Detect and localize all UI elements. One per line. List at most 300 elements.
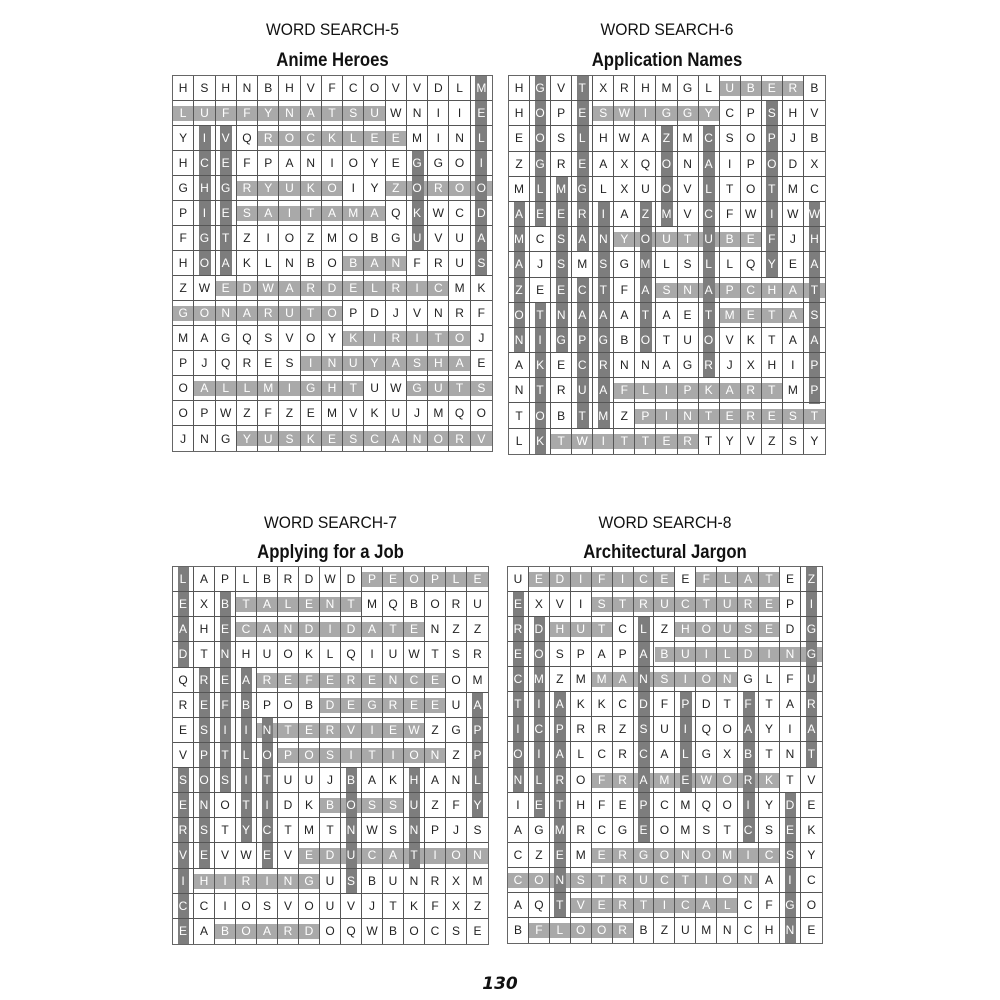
letter-cell[interactable]: I: [783, 353, 804, 378]
letter-cell[interactable]: L: [550, 918, 571, 943]
letter-cell[interactable]: D: [173, 642, 194, 667]
letter-cell[interactable]: E: [509, 126, 530, 151]
letter-cell[interactable]: M: [635, 252, 656, 277]
letter-cell[interactable]: Z: [425, 793, 446, 818]
letter-cell[interactable]: T: [236, 592, 257, 617]
letter-cell[interactable]: T: [759, 742, 780, 767]
letter-cell[interactable]: E: [467, 567, 488, 592]
letter-cell[interactable]: B: [258, 76, 279, 101]
letter-cell[interactable]: Z: [237, 401, 258, 426]
letter-cell[interactable]: Y: [759, 717, 780, 742]
letter-cell[interactable]: M: [783, 177, 804, 202]
letter-cell[interactable]: D: [341, 567, 362, 592]
letter-cell[interactable]: W: [572, 429, 593, 454]
letter-cell[interactable]: F: [654, 692, 675, 717]
letter-cell[interactable]: O: [299, 894, 320, 919]
letter-cell[interactable]: U: [194, 101, 215, 126]
letter-cell[interactable]: P: [572, 328, 593, 353]
letter-cell[interactable]: D: [550, 567, 571, 592]
letter-cell[interactable]: P: [720, 278, 741, 303]
letter-cell[interactable]: W: [362, 818, 383, 843]
letter-cell[interactable]: A: [593, 152, 614, 177]
letter-cell[interactable]: O: [278, 642, 299, 667]
letter-cell[interactable]: U: [341, 843, 362, 868]
letter-cell[interactable]: A: [804, 328, 825, 353]
letter-cell[interactable]: M: [593, 403, 614, 428]
letter-cell[interactable]: L: [675, 742, 696, 767]
letter-cell[interactable]: P: [804, 378, 825, 403]
letter-cell[interactable]: O: [635, 328, 656, 353]
letter-cell[interactable]: T: [678, 227, 699, 252]
letter-cell[interactable]: D: [322, 276, 343, 301]
letter-cell[interactable]: N: [717, 918, 738, 943]
letter-cell[interactable]: I: [407, 326, 428, 351]
letter-cell[interactable]: V: [407, 301, 428, 326]
letter-cell[interactable]: E: [258, 351, 279, 376]
letter-cell[interactable]: N: [675, 843, 696, 868]
letter-cell[interactable]: T: [509, 403, 530, 428]
letter-cell[interactable]: C: [194, 151, 215, 176]
letter-cell[interactable]: W: [216, 401, 237, 426]
letter-cell[interactable]: W: [386, 376, 407, 401]
letter-cell[interactable]: U: [656, 227, 677, 252]
letter-cell[interactable]: F: [215, 693, 236, 718]
letter-cell[interactable]: Z: [301, 226, 322, 251]
letter-cell[interactable]: B: [634, 918, 655, 943]
letter-cell[interactable]: M: [783, 378, 804, 403]
letter-cell[interactable]: E: [530, 278, 551, 303]
letter-cell[interactable]: S: [634, 717, 655, 742]
letter-cell[interactable]: E: [551, 278, 572, 303]
letter-cell[interactable]: N: [467, 843, 488, 868]
letter-cell[interactable]: N: [717, 667, 738, 692]
letter-cell[interactable]: E: [762, 403, 783, 428]
letter-cell[interactable]: E: [613, 793, 634, 818]
letter-cell[interactable]: E: [173, 793, 194, 818]
letter-cell[interactable]: T: [634, 893, 655, 918]
letter-cell[interactable]: S: [780, 843, 801, 868]
letter-cell[interactable]: G: [678, 76, 699, 101]
letter-cell[interactable]: V: [343, 401, 364, 426]
letter-cell[interactable]: A: [364, 251, 385, 276]
letter-cell[interactable]: E: [215, 668, 236, 693]
letter-cell[interactable]: E: [257, 843, 278, 868]
letter-cell[interactable]: O: [741, 177, 762, 202]
letter-cell[interactable]: A: [362, 768, 383, 793]
letter-cell[interactable]: F: [237, 101, 258, 126]
letter-cell[interactable]: P: [343, 301, 364, 326]
letter-cell[interactable]: G: [678, 101, 699, 126]
letter-cell[interactable]: A: [173, 617, 194, 642]
letter-cell[interactable]: M: [656, 202, 677, 227]
letter-cell[interactable]: I: [738, 793, 759, 818]
letter-cell[interactable]: L: [173, 567, 194, 592]
letter-cell[interactable]: P: [762, 126, 783, 151]
letter-cell[interactable]: E: [508, 592, 529, 617]
letter-cell[interactable]: T: [699, 303, 720, 328]
letter-cell[interactable]: P: [551, 101, 572, 126]
letter-cell[interactable]: O: [508, 742, 529, 767]
letter-cell[interactable]: T: [383, 617, 404, 642]
letter-cell[interactable]: A: [364, 201, 385, 226]
letter-cell[interactable]: A: [613, 667, 634, 692]
letter-cell[interactable]: G: [173, 176, 194, 201]
letter-cell[interactable]: T: [301, 301, 322, 326]
letter-cell[interactable]: K: [571, 692, 592, 717]
letter-cell[interactable]: R: [386, 276, 407, 301]
letter-cell[interactable]: B: [383, 919, 404, 944]
letter-cell[interactable]: F: [592, 793, 613, 818]
letter-cell[interactable]: I: [173, 869, 194, 894]
letter-cell[interactable]: A: [720, 378, 741, 403]
letter-cell[interactable]: W: [614, 101, 635, 126]
letter-cell[interactable]: Z: [173, 276, 194, 301]
letter-cell[interactable]: G: [593, 328, 614, 353]
letter-cell[interactable]: I: [613, 567, 634, 592]
letter-cell[interactable]: H: [322, 376, 343, 401]
letter-cell[interactable]: Q: [341, 642, 362, 667]
letter-cell[interactable]: Q: [696, 717, 717, 742]
letter-cell[interactable]: N: [383, 668, 404, 693]
letter-cell[interactable]: Y: [364, 351, 385, 376]
letter-cell[interactable]: S: [471, 251, 492, 276]
letter-cell[interactable]: O: [571, 768, 592, 793]
letter-cell[interactable]: V: [550, 592, 571, 617]
letter-cell[interactable]: E: [215, 617, 236, 642]
letter-cell[interactable]: V: [678, 202, 699, 227]
letter-cell[interactable]: W: [428, 201, 449, 226]
letter-cell[interactable]: R: [194, 668, 215, 693]
letter-cell[interactable]: I: [322, 151, 343, 176]
letter-cell[interactable]: Z: [635, 202, 656, 227]
letter-cell[interactable]: U: [449, 251, 470, 276]
letter-cell[interactable]: O: [404, 567, 425, 592]
letter-cell[interactable]: R: [258, 126, 279, 151]
letter-cell[interactable]: H: [216, 76, 237, 101]
letter-cell[interactable]: C: [613, 617, 634, 642]
letter-cell[interactable]: O: [717, 793, 738, 818]
letter-cell[interactable]: I: [529, 692, 550, 717]
letter-cell[interactable]: I: [529, 742, 550, 767]
letter-cell[interactable]: A: [634, 768, 655, 793]
letter-cell[interactable]: C: [530, 227, 551, 252]
letter-cell[interactable]: U: [654, 592, 675, 617]
letter-cell[interactable]: L: [446, 567, 467, 592]
letter-cell[interactable]: D: [320, 693, 341, 718]
letter-cell[interactable]: O: [801, 893, 822, 918]
letter-cell[interactable]: A: [322, 201, 343, 226]
letter-cell[interactable]: Y: [236, 818, 257, 843]
letter-cell[interactable]: O: [407, 176, 428, 201]
letter-cell[interactable]: Q: [696, 793, 717, 818]
letter-cell[interactable]: A: [738, 567, 759, 592]
letter-cell[interactable]: N: [404, 869, 425, 894]
letter-cell[interactable]: E: [720, 403, 741, 428]
letter-cell[interactable]: B: [741, 76, 762, 101]
letter-cell[interactable]: V: [173, 843, 194, 868]
letter-cell[interactable]: N: [509, 378, 530, 403]
letter-cell[interactable]: N: [678, 278, 699, 303]
letter-cell[interactable]: P: [194, 401, 215, 426]
letter-cell[interactable]: C: [592, 742, 613, 767]
letter-cell[interactable]: A: [467, 693, 488, 718]
letter-cell[interactable]: E: [386, 151, 407, 176]
letter-cell[interactable]: M: [675, 818, 696, 843]
letter-cell[interactable]: O: [301, 326, 322, 351]
letter-cell[interactable]: Y: [467, 793, 488, 818]
letter-cell[interactable]: F: [762, 227, 783, 252]
letter-cell[interactable]: J: [783, 126, 804, 151]
letter-cell[interactable]: E: [572, 101, 593, 126]
letter-cell[interactable]: E: [386, 126, 407, 151]
letter-cell[interactable]: U: [407, 226, 428, 251]
letter-cell[interactable]: T: [425, 642, 446, 667]
letter-cell[interactable]: Y: [801, 843, 822, 868]
letter-cell[interactable]: V: [279, 326, 300, 351]
letter-cell[interactable]: O: [194, 768, 215, 793]
letter-cell[interactable]: T: [550, 893, 571, 918]
letter-cell[interactable]: T: [593, 278, 614, 303]
letter-cell[interactable]: U: [717, 617, 738, 642]
letter-cell[interactable]: U: [634, 868, 655, 893]
letter-cell[interactable]: N: [386, 251, 407, 276]
letter-cell[interactable]: P: [173, 351, 194, 376]
letter-cell[interactable]: M: [654, 768, 675, 793]
letter-cell[interactable]: C: [301, 126, 322, 151]
letter-cell[interactable]: G: [634, 843, 655, 868]
letter-cell[interactable]: M: [322, 226, 343, 251]
letter-cell[interactable]: Y: [614, 227, 635, 252]
letter-cell[interactable]: E: [678, 303, 699, 328]
letter-cell[interactable]: A: [471, 226, 492, 251]
letter-cell[interactable]: O: [717, 768, 738, 793]
letter-cell[interactable]: Q: [173, 668, 194, 693]
letter-cell[interactable]: S: [551, 252, 572, 277]
letter-cell[interactable]: E: [173, 718, 194, 743]
letter-cell[interactable]: H: [762, 278, 783, 303]
letter-cell[interactable]: I: [407, 276, 428, 301]
letter-cell[interactable]: B: [257, 567, 278, 592]
letter-cell[interactable]: C: [194, 894, 215, 919]
letter-cell[interactable]: O: [656, 152, 677, 177]
letter-cell[interactable]: K: [301, 426, 322, 451]
letter-cell[interactable]: E: [530, 202, 551, 227]
letter-cell[interactable]: U: [364, 101, 385, 126]
letter-cell[interactable]: X: [194, 592, 215, 617]
letter-cell[interactable]: R: [571, 818, 592, 843]
letter-cell[interactable]: I: [654, 893, 675, 918]
letter-cell[interactable]: C: [738, 918, 759, 943]
letter-cell[interactable]: I: [362, 642, 383, 667]
letter-cell[interactable]: R: [320, 718, 341, 743]
letter-cell[interactable]: A: [258, 201, 279, 226]
letter-cell[interactable]: N: [194, 426, 215, 451]
letter-cell[interactable]: O: [696, 617, 717, 642]
letter-cell[interactable]: U: [428, 376, 449, 401]
letter-cell[interactable]: S: [551, 227, 572, 252]
letter-cell[interactable]: N: [593, 227, 614, 252]
letter-cell[interactable]: G: [386, 226, 407, 251]
letter-cell[interactable]: Z: [467, 894, 488, 919]
letter-cell[interactable]: A: [216, 251, 237, 276]
letter-cell[interactable]: S: [762, 101, 783, 126]
letter-cell[interactable]: O: [530, 403, 551, 428]
letter-cell[interactable]: N: [635, 353, 656, 378]
letter-cell[interactable]: O: [236, 894, 257, 919]
letter-cell[interactable]: Y: [720, 429, 741, 454]
letter-cell[interactable]: A: [386, 426, 407, 451]
letter-cell[interactable]: R: [257, 668, 278, 693]
letter-cell[interactable]: R: [173, 693, 194, 718]
letter-cell[interactable]: J: [194, 351, 215, 376]
letter-cell[interactable]: O: [635, 227, 656, 252]
letter-cell[interactable]: C: [654, 868, 675, 893]
letter-cell[interactable]: K: [592, 692, 613, 717]
letter-cell[interactable]: H: [279, 76, 300, 101]
letter-cell[interactable]: Z: [509, 278, 530, 303]
letter-cell[interactable]: S: [446, 642, 467, 667]
letter-cell[interactable]: O: [194, 301, 215, 326]
letter-cell[interactable]: S: [343, 101, 364, 126]
letter-cell[interactable]: J: [530, 252, 551, 277]
letter-cell[interactable]: O: [529, 868, 550, 893]
letter-cell[interactable]: O: [428, 426, 449, 451]
letter-cell[interactable]: D: [364, 301, 385, 326]
letter-cell[interactable]: M: [467, 668, 488, 693]
letter-cell[interactable]: N: [257, 718, 278, 743]
letter-cell[interactable]: S: [383, 793, 404, 818]
letter-cell[interactable]: O: [278, 693, 299, 718]
letter-cell[interactable]: F: [592, 768, 613, 793]
letter-cell[interactable]: K: [471, 276, 492, 301]
letter-cell[interactable]: A: [696, 893, 717, 918]
letter-cell[interactable]: M: [343, 201, 364, 226]
letter-cell[interactable]: O: [446, 668, 467, 693]
letter-cell[interactable]: L: [343, 126, 364, 151]
letter-cell[interactable]: V: [278, 843, 299, 868]
letter-cell[interactable]: G: [656, 101, 677, 126]
letter-cell[interactable]: R: [508, 617, 529, 642]
letter-cell[interactable]: V: [216, 126, 237, 151]
letter-cell[interactable]: I: [759, 642, 780, 667]
letter-cell[interactable]: R: [634, 592, 655, 617]
letter-cell[interactable]: P: [173, 201, 194, 226]
letter-cell[interactable]: I: [215, 894, 236, 919]
letter-cell[interactable]: C: [508, 843, 529, 868]
letter-cell[interactable]: C: [428, 276, 449, 301]
letter-cell[interactable]: B: [551, 403, 572, 428]
letter-cell[interactable]: R: [593, 353, 614, 378]
letter-cell[interactable]: S: [215, 768, 236, 793]
letter-cell[interactable]: E: [299, 843, 320, 868]
letter-cell[interactable]: A: [508, 818, 529, 843]
letter-cell[interactable]: O: [449, 176, 470, 201]
letter-cell[interactable]: W: [404, 718, 425, 743]
letter-cell[interactable]: A: [509, 202, 530, 227]
letter-cell[interactable]: O: [425, 592, 446, 617]
letter-cell[interactable]: I: [738, 843, 759, 868]
letter-cell[interactable]: E: [550, 843, 571, 868]
letter-cell[interactable]: M: [428, 401, 449, 426]
letter-cell[interactable]: U: [257, 642, 278, 667]
letter-cell[interactable]: O: [529, 642, 550, 667]
letter-cell[interactable]: L: [759, 667, 780, 692]
letter-cell[interactable]: T: [383, 894, 404, 919]
letter-cell[interactable]: E: [780, 818, 801, 843]
letter-cell[interactable]: A: [449, 351, 470, 376]
letter-cell[interactable]: I: [762, 202, 783, 227]
letter-cell[interactable]: L: [717, 642, 738, 667]
letter-cell[interactable]: Q: [237, 326, 258, 351]
letter-cell[interactable]: T: [236, 793, 257, 818]
letter-cell[interactable]: L: [634, 617, 655, 642]
letter-cell[interactable]: U: [383, 642, 404, 667]
letter-cell[interactable]: W: [258, 276, 279, 301]
letter-cell[interactable]: R: [278, 919, 299, 944]
letter-cell[interactable]: G: [529, 818, 550, 843]
letter-cell[interactable]: S: [783, 403, 804, 428]
letter-cell[interactable]: D: [783, 152, 804, 177]
letter-cell[interactable]: M: [696, 918, 717, 943]
letter-cell[interactable]: L: [635, 378, 656, 403]
letter-cell[interactable]: P: [467, 718, 488, 743]
letter-cell[interactable]: E: [216, 201, 237, 226]
letter-cell[interactable]: A: [804, 252, 825, 277]
letter-cell[interactable]: I: [428, 126, 449, 151]
letter-cell[interactable]: Z: [550, 667, 571, 692]
letter-cell[interactable]: E: [404, 617, 425, 642]
letter-cell[interactable]: S: [738, 617, 759, 642]
letter-cell[interactable]: L: [173, 101, 194, 126]
letter-cell[interactable]: K: [801, 818, 822, 843]
letter-cell[interactable]: T: [759, 692, 780, 717]
letter-cell[interactable]: C: [572, 353, 593, 378]
letter-cell[interactable]: F: [471, 301, 492, 326]
letter-cell[interactable]: T: [699, 403, 720, 428]
letter-cell[interactable]: Z: [762, 429, 783, 454]
letter-cell[interactable]: W: [783, 202, 804, 227]
letter-cell[interactable]: A: [279, 276, 300, 301]
letter-cell[interactable]: S: [592, 592, 613, 617]
letter-cell[interactable]: U: [717, 592, 738, 617]
letter-cell[interactable]: F: [696, 567, 717, 592]
letter-cell[interactable]: D: [428, 76, 449, 101]
letter-cell[interactable]: T: [320, 818, 341, 843]
letter-cell[interactable]: C: [738, 818, 759, 843]
letter-cell[interactable]: M: [717, 843, 738, 868]
letter-cell[interactable]: T: [717, 692, 738, 717]
letter-cell[interactable]: U: [320, 869, 341, 894]
letter-cell[interactable]: V: [678, 177, 699, 202]
letter-cell[interactable]: U: [720, 76, 741, 101]
letter-cell[interactable]: F: [780, 667, 801, 692]
letter-cell[interactable]: R: [258, 301, 279, 326]
letter-cell[interactable]: I: [656, 403, 677, 428]
letter-cell[interactable]: O: [322, 251, 343, 276]
letter-cell[interactable]: I: [593, 202, 614, 227]
letter-cell[interactable]: T: [572, 76, 593, 101]
letter-cell[interactable]: O: [449, 151, 470, 176]
letter-cell[interactable]: S: [343, 426, 364, 451]
letter-cell[interactable]: E: [656, 429, 677, 454]
letter-cell[interactable]: R: [550, 768, 571, 793]
letter-cell[interactable]: D: [529, 617, 550, 642]
letter-cell[interactable]: K: [699, 378, 720, 403]
letter-cell[interactable]: L: [364, 276, 385, 301]
letter-cell[interactable]: Z: [279, 401, 300, 426]
letter-cell[interactable]: A: [572, 303, 593, 328]
letter-cell[interactable]: U: [699, 227, 720, 252]
